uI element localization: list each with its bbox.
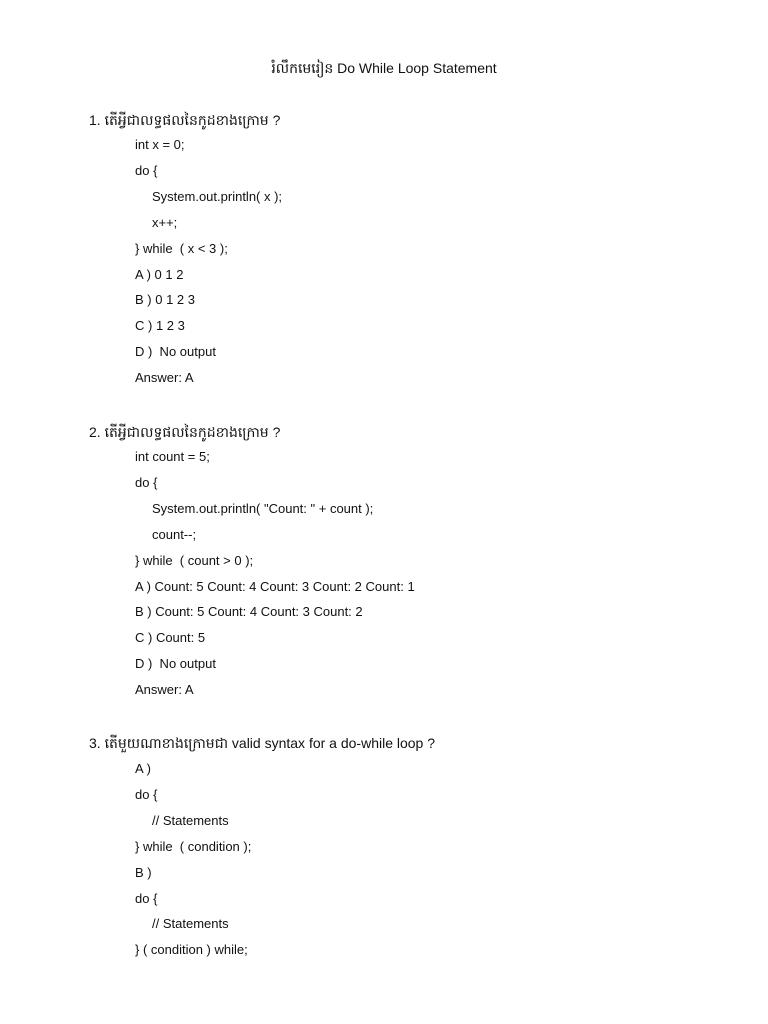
question-3-line: } while ( condition ); [135, 838, 252, 854]
question-3-line: B ) [135, 864, 152, 880]
question-2-line: B ) Count: 5 Count: 4 Count: 3 Count: 2 [135, 604, 363, 620]
question-3-line: } ( condition ) while; [135, 942, 248, 958]
question-1-line: } while ( x < 3 ); [135, 240, 228, 256]
question-3-line: do { [135, 890, 158, 906]
question-1-line: C ) 1 2 3 [135, 318, 185, 334]
question-1-line: D ) No output [135, 344, 216, 360]
question-2-line: D ) No output [135, 656, 216, 672]
question-2-line: C ) Count: 5 [135, 630, 206, 646]
question-3-heading: 3. តើមួយណាខាងក្រោមជា valid syntax for a do-while loop ? [89, 735, 436, 751]
question-2-line: count--; [152, 526, 197, 542]
question-1-line: System.out.println( x ); [152, 188, 283, 204]
question-3-line: do { [135, 786, 158, 802]
question-1-line: do { [135, 162, 158, 178]
question-2-line: } while ( count > 0 ); [135, 552, 254, 568]
document-title: រំលឹកមេរៀន Do While Loop Statement [271, 60, 497, 76]
question-1-line: int x = 0; [135, 137, 185, 152]
question-1-line: x++; [152, 214, 178, 230]
question-2-line: A ) Count: 5 Count: 4 Count: 3 Count: 2 Count: 1 [135, 578, 415, 594]
question-1-line: B ) 0 1 2 3 [135, 292, 195, 308]
question-1-heading: 1. តើអ្វីជាលទ្ធផលនៃកូដខាងក្រោម ? [89, 112, 281, 128]
question-3-line: // Statements [152, 812, 229, 828]
question-3-line: // Statements [152, 916, 229, 932]
question-2-line: Answer: A [135, 682, 194, 698]
question-2-line: System.out.println( "Count: " + count ); [152, 500, 374, 516]
question-3-line: A ) [135, 761, 151, 776]
question-1-line: A ) 0 1 2 [135, 266, 184, 282]
question-2-line: int count = 5; [135, 449, 210, 464]
question-2-line: do { [135, 474, 158, 490]
question-1-line: Answer: A [135, 370, 194, 386]
question-2-heading: 2. តើអ្វីជាលទ្ធផលនៃកូដខាងក្រោម ? [89, 424, 281, 440]
